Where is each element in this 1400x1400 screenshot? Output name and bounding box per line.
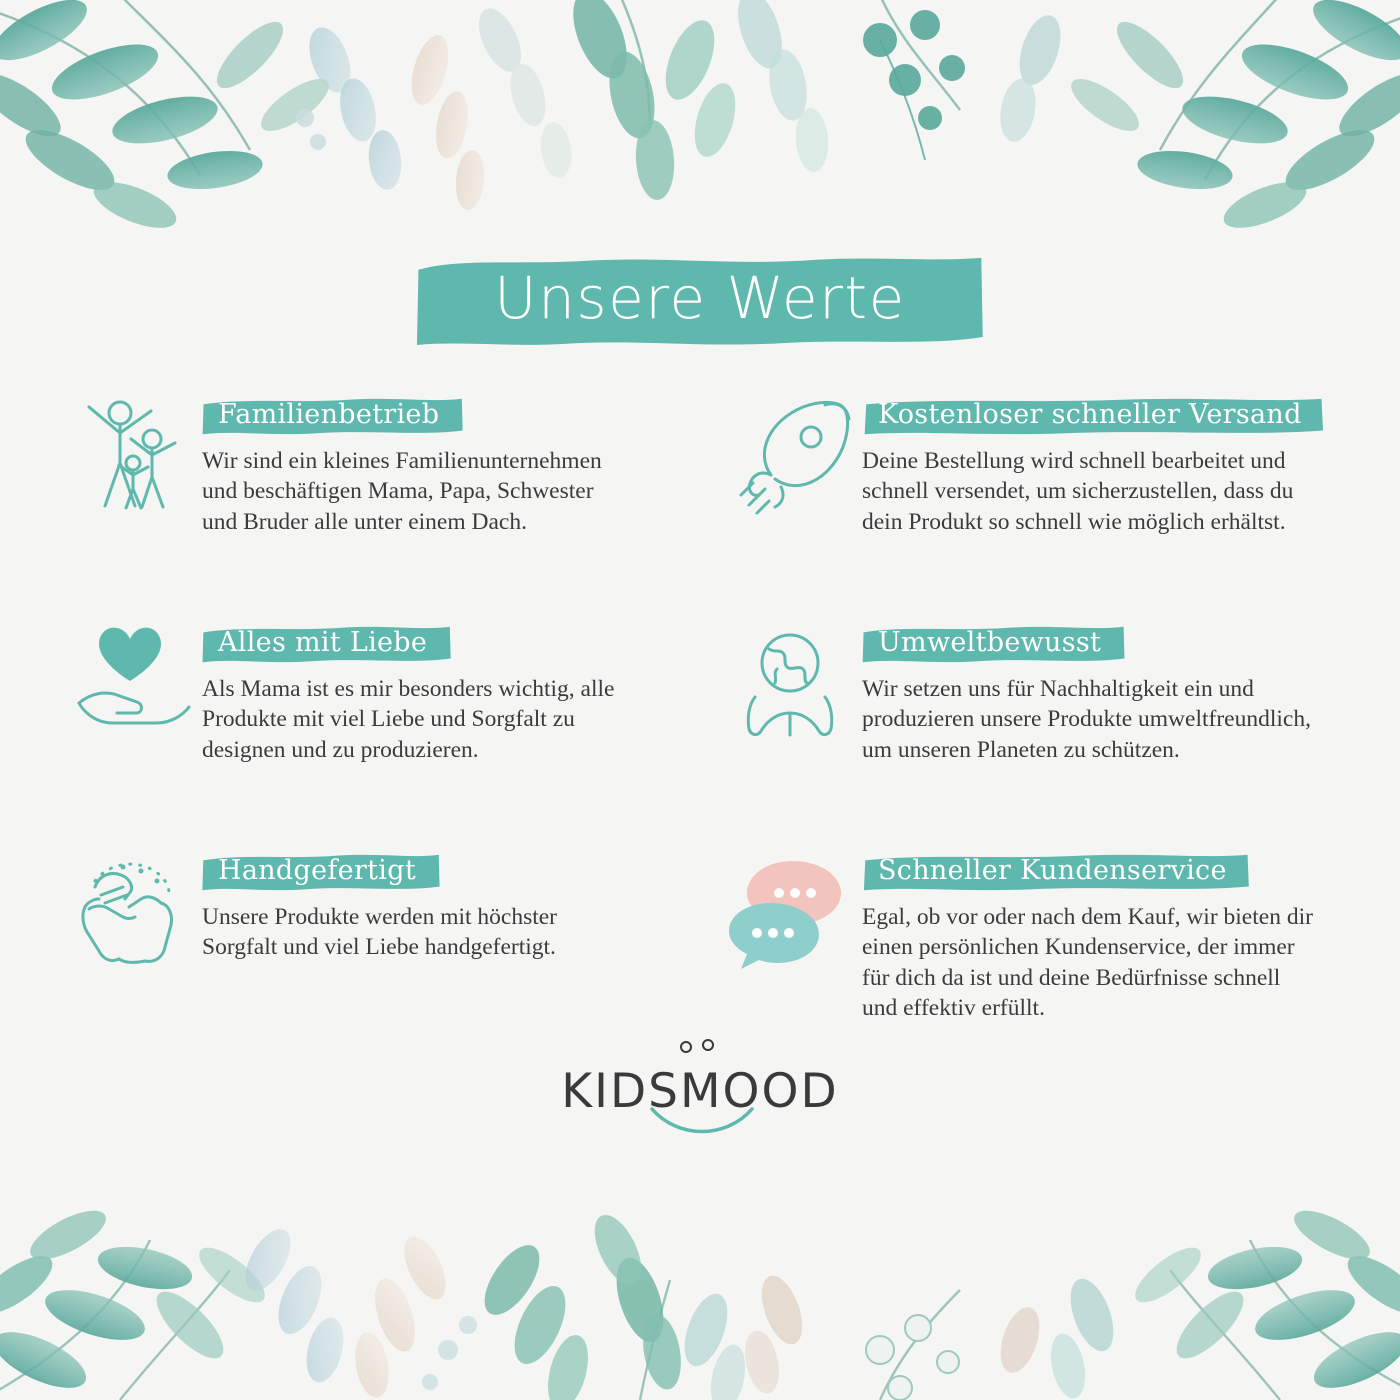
value-label-badge	[860, 623, 1127, 666]
value-text	[860, 385, 1320, 537]
value-item	[720, 385, 1340, 613]
value-label: Handgefertigt	[218, 855, 416, 886]
globe-in-hands-icon	[720, 613, 860, 769]
value-description: Als Mama ist es mir besonders wichtig, alle Produkte mit viel Liebe und Sorgfalt zu designen und zu produzieren.	[202, 676, 615, 763]
value-label-badge	[860, 851, 1253, 894]
value-item	[60, 613, 680, 841]
values-grid	[0, 385, 1400, 1069]
title-banner	[414, 252, 986, 351]
value-description: Deine Bestellung wird schnell bearbeitet und schnell versendet, um sicherzustellen, dass du dein Produkt so schnell wie möglich erhältst.	[862, 448, 1294, 535]
value-label: Familienbetrieb	[218, 399, 440, 430]
value-label-badge	[200, 851, 442, 894]
rocket-icon	[720, 385, 860, 541]
value-text	[860, 613, 1320, 765]
value-label: Schneller Kundenservice	[878, 855, 1227, 886]
value-text	[200, 385, 630, 537]
logo-text: KIDSMOOD	[561, 1064, 839, 1119]
value-text	[200, 613, 630, 765]
value-description: Wir sind ein kleines Familienunternehmen und beschäftigen Mama, Papa, Schwester und Bruder alle unter einem Dach.	[202, 448, 602, 535]
value-description: Egal, ob vor oder nach dem Kauf, wir bieten dir einen persönlichen Kundenservice, der immer für dich da ist und deine Bedürfnisse schnell und effektiv erfüllt.	[862, 904, 1313, 1021]
value-description: Unsere Produkte werden mit höchster Sorgfalt und viel Liebe handgefertigt.	[202, 904, 558, 961]
family-icon	[60, 385, 200, 541]
value-item	[720, 613, 1340, 841]
logo-mark	[540, 1035, 860, 1145]
chat-bubbles-icon	[720, 841, 860, 997]
brand-logo	[0, 1035, 1400, 1150]
value-label-badge	[200, 623, 453, 666]
value-text	[860, 841, 1320, 1023]
value-label-badge	[860, 395, 1328, 438]
value-label: Alles mit Liebe	[218, 627, 428, 658]
value-item	[60, 385, 680, 613]
value-text	[200, 841, 630, 963]
heart-in-hand-icon	[60, 613, 200, 769]
value-label: Kostenloser schneller Versand	[878, 399, 1302, 430]
value-label-badge	[200, 395, 465, 438]
value-label: Umweltbewusst	[878, 627, 1102, 658]
top-foliage-decoration	[0, 0, 1400, 260]
handmade-hands-icon	[60, 841, 200, 997]
value-description: Wir setzen uns für Nachhaltigkeit ein und produzieren unsere Produkte umweltfreundlich, um unseren Planeten zu schützen.	[862, 676, 1311, 763]
page-header	[0, 252, 1400, 351]
page-title: Unsere Werte	[494, 264, 906, 332]
